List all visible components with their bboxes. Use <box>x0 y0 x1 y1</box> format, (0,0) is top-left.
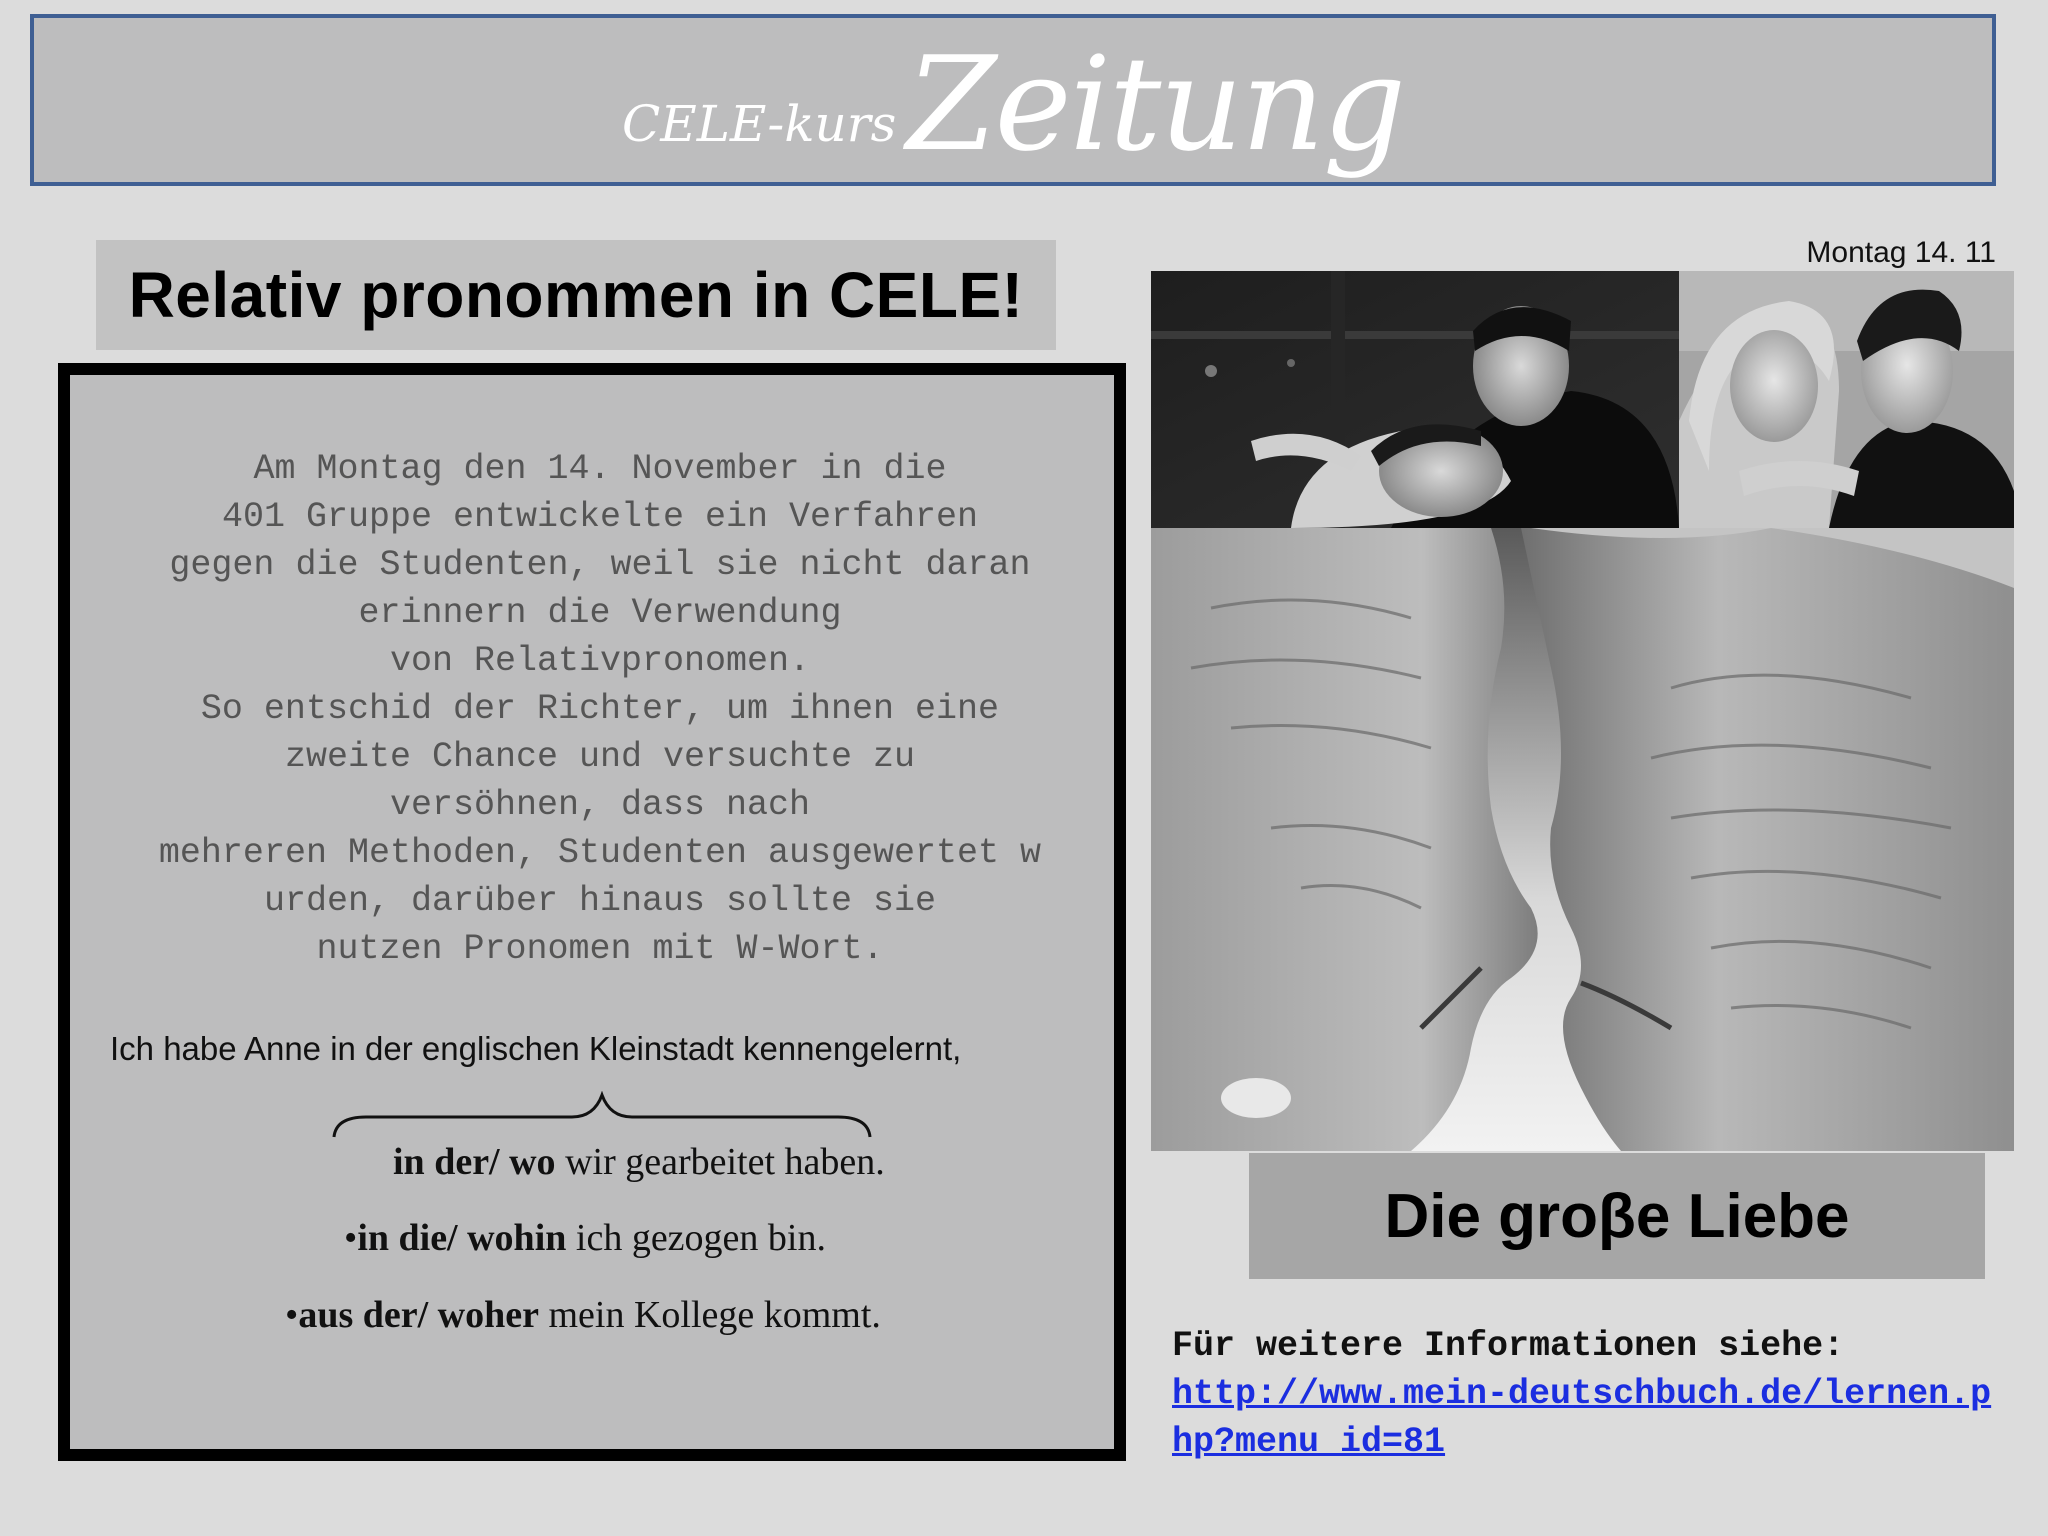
example-pronoun: aus der/ woher <box>298 1294 539 1336</box>
masthead-brand-big: Zeitung <box>906 28 1405 180</box>
masthead <box>30 14 1996 186</box>
left-headline-banner <box>96 240 1056 350</box>
photo-couple-embrace <box>1151 271 1679 528</box>
right-headline-banner <box>1249 1153 1985 1279</box>
left-headline: Relativ pronommen in CELE! <box>128 259 1024 331</box>
right-headline: Die groβe Liebe <box>1384 1181 1850 1251</box>
example-line-3 <box>285 1293 881 1337</box>
more-info-label: Für weitere Informationen siehe: <box>1172 1326 1845 1366</box>
example-bullet: • <box>344 1217 358 1259</box>
example-clause: wir gearbeitet haben. <box>555 1141 885 1183</box>
more-info-link[interactable]: http://www.mein-deutschbuch.de/lernen.php?menu_id=81 <box>1172 1374 1992 1462</box>
photo-couple-portrait <box>1679 271 2014 528</box>
example-pronoun: in der/ wo <box>393 1141 556 1183</box>
article-body: Am Montag den 14. November in die 401 Gruppe entwickelte ein Verfahren gegen die Studenten, weil sie nicht daran erinnern die Verwendung von Relativpronomen. So entschid der Richter, um ihnen eine zweite Chance und versuchte zu versöhnen, dass nach mehreren Methoden, Studenten ausgewertet w urden, darüber hinaus sollte sie nutzen Pronomen mit W-Wort. <box>158 449 1042 969</box>
masthead-brand-small: CELE-kurs <box>621 95 897 153</box>
photo-elderly-couple <box>1151 528 2014 1151</box>
curly-brace-icon <box>332 1091 872 1139</box>
example-clause: mein Kollege kommt. <box>538 1294 881 1336</box>
example-clause: ich gezogen bin. <box>566 1217 826 1259</box>
example-line-1 <box>393 1140 885 1184</box>
example-line-2 <box>344 1216 826 1260</box>
article-box <box>58 363 1126 1461</box>
photo-collage <box>1151 271 2014 1151</box>
example-bullet: • <box>285 1294 299 1336</box>
masthead-title <box>34 18 1992 190</box>
example-lead: Ich habe Anne in der englischen Kleinstadt kennengelernt, <box>110 1030 962 1067</box>
more-info <box>1172 1322 2012 1466</box>
example-pronoun: in die/ wohin <box>357 1217 567 1259</box>
issue-date: Montag 14. 11 <box>1806 236 1996 269</box>
